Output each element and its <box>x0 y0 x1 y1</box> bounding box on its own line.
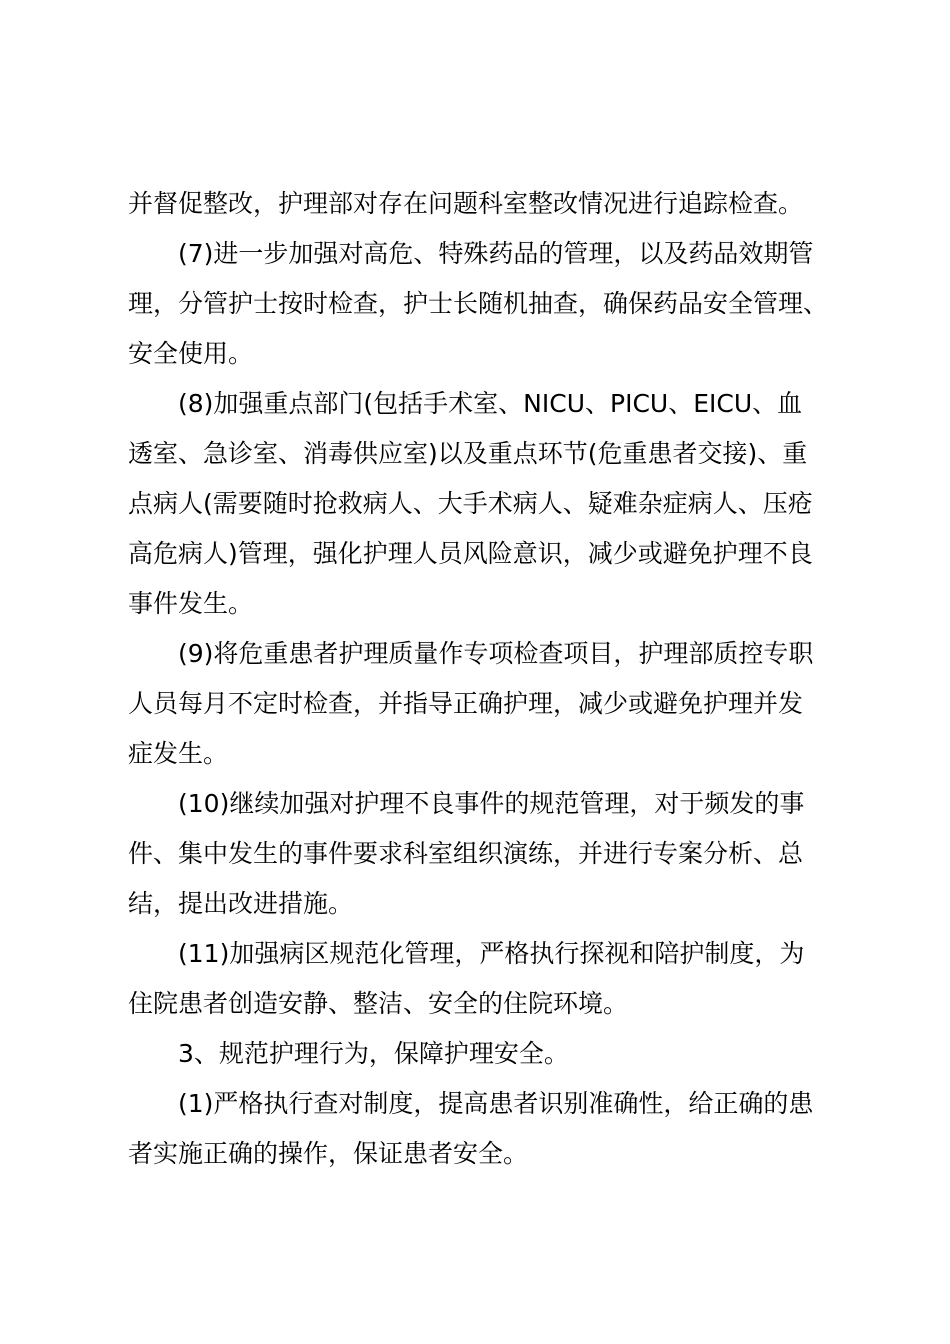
section-heading: 3、规范护理行为，保障护理安全。 <box>178 1039 569 1068</box>
text-line: 结，提出改进措施。 <box>128 889 354 918</box>
text-line: (1)严格执行查对制度，提高患者识别准确性，给正确的患 <box>178 1089 814 1118</box>
text-line: 住院患者创造安静、整洁、安全的住院环境。 <box>128 989 629 1018</box>
text-line: 事件发生。 <box>128 589 254 618</box>
text-line: (10)继续加强对护理不良事件的规范管理，对于频发的事 <box>178 789 805 818</box>
text-line: 症发生。 <box>128 739 229 768</box>
text-line: 理，分管护士按时检查，护士长随机抽查，确保药品安全管理、 <box>128 289 829 318</box>
text-line: 人员每月不定时检查，并指导正确护理，减少或避免护理并发 <box>128 689 804 718</box>
text-line: 透室、急诊室、消毒供应室)以及重点环节(危重患者交接)、重 <box>128 439 808 468</box>
text-line: 并督促整改，护理部对存在问题科室整改情况进行追踪检查。 <box>128 189 804 218</box>
text-line: (9)将危重患者护理质量作专项检查项目，护理部质控专职 <box>178 639 814 668</box>
text-line: 者实施正确的操作，保证患者安全。 <box>128 1139 529 1168</box>
text-line: (7)进一步加强对高危、特殊药品的管理，以及药品效期管 <box>178 239 814 268</box>
text-line: 件、集中发生的事件要求科室组织演练，并进行专案分析、总 <box>128 839 804 868</box>
text-line: 高危病人)管理，强化护理人员风险意识，减少或避免护理不良 <box>128 539 813 568</box>
text-line: (11)加强病区规范化管理，严格执行探视和陪护制度，为 <box>178 939 805 968</box>
text-line: 安全使用。 <box>128 339 254 368</box>
text-line: (8)加强重点部门(包括手术室、NICU、PICU、EICU、血 <box>178 389 803 418</box>
text-line: 点病人(需要随时抢救病人、大手术病人、疑难杂症病人、压疮 <box>128 489 813 518</box>
